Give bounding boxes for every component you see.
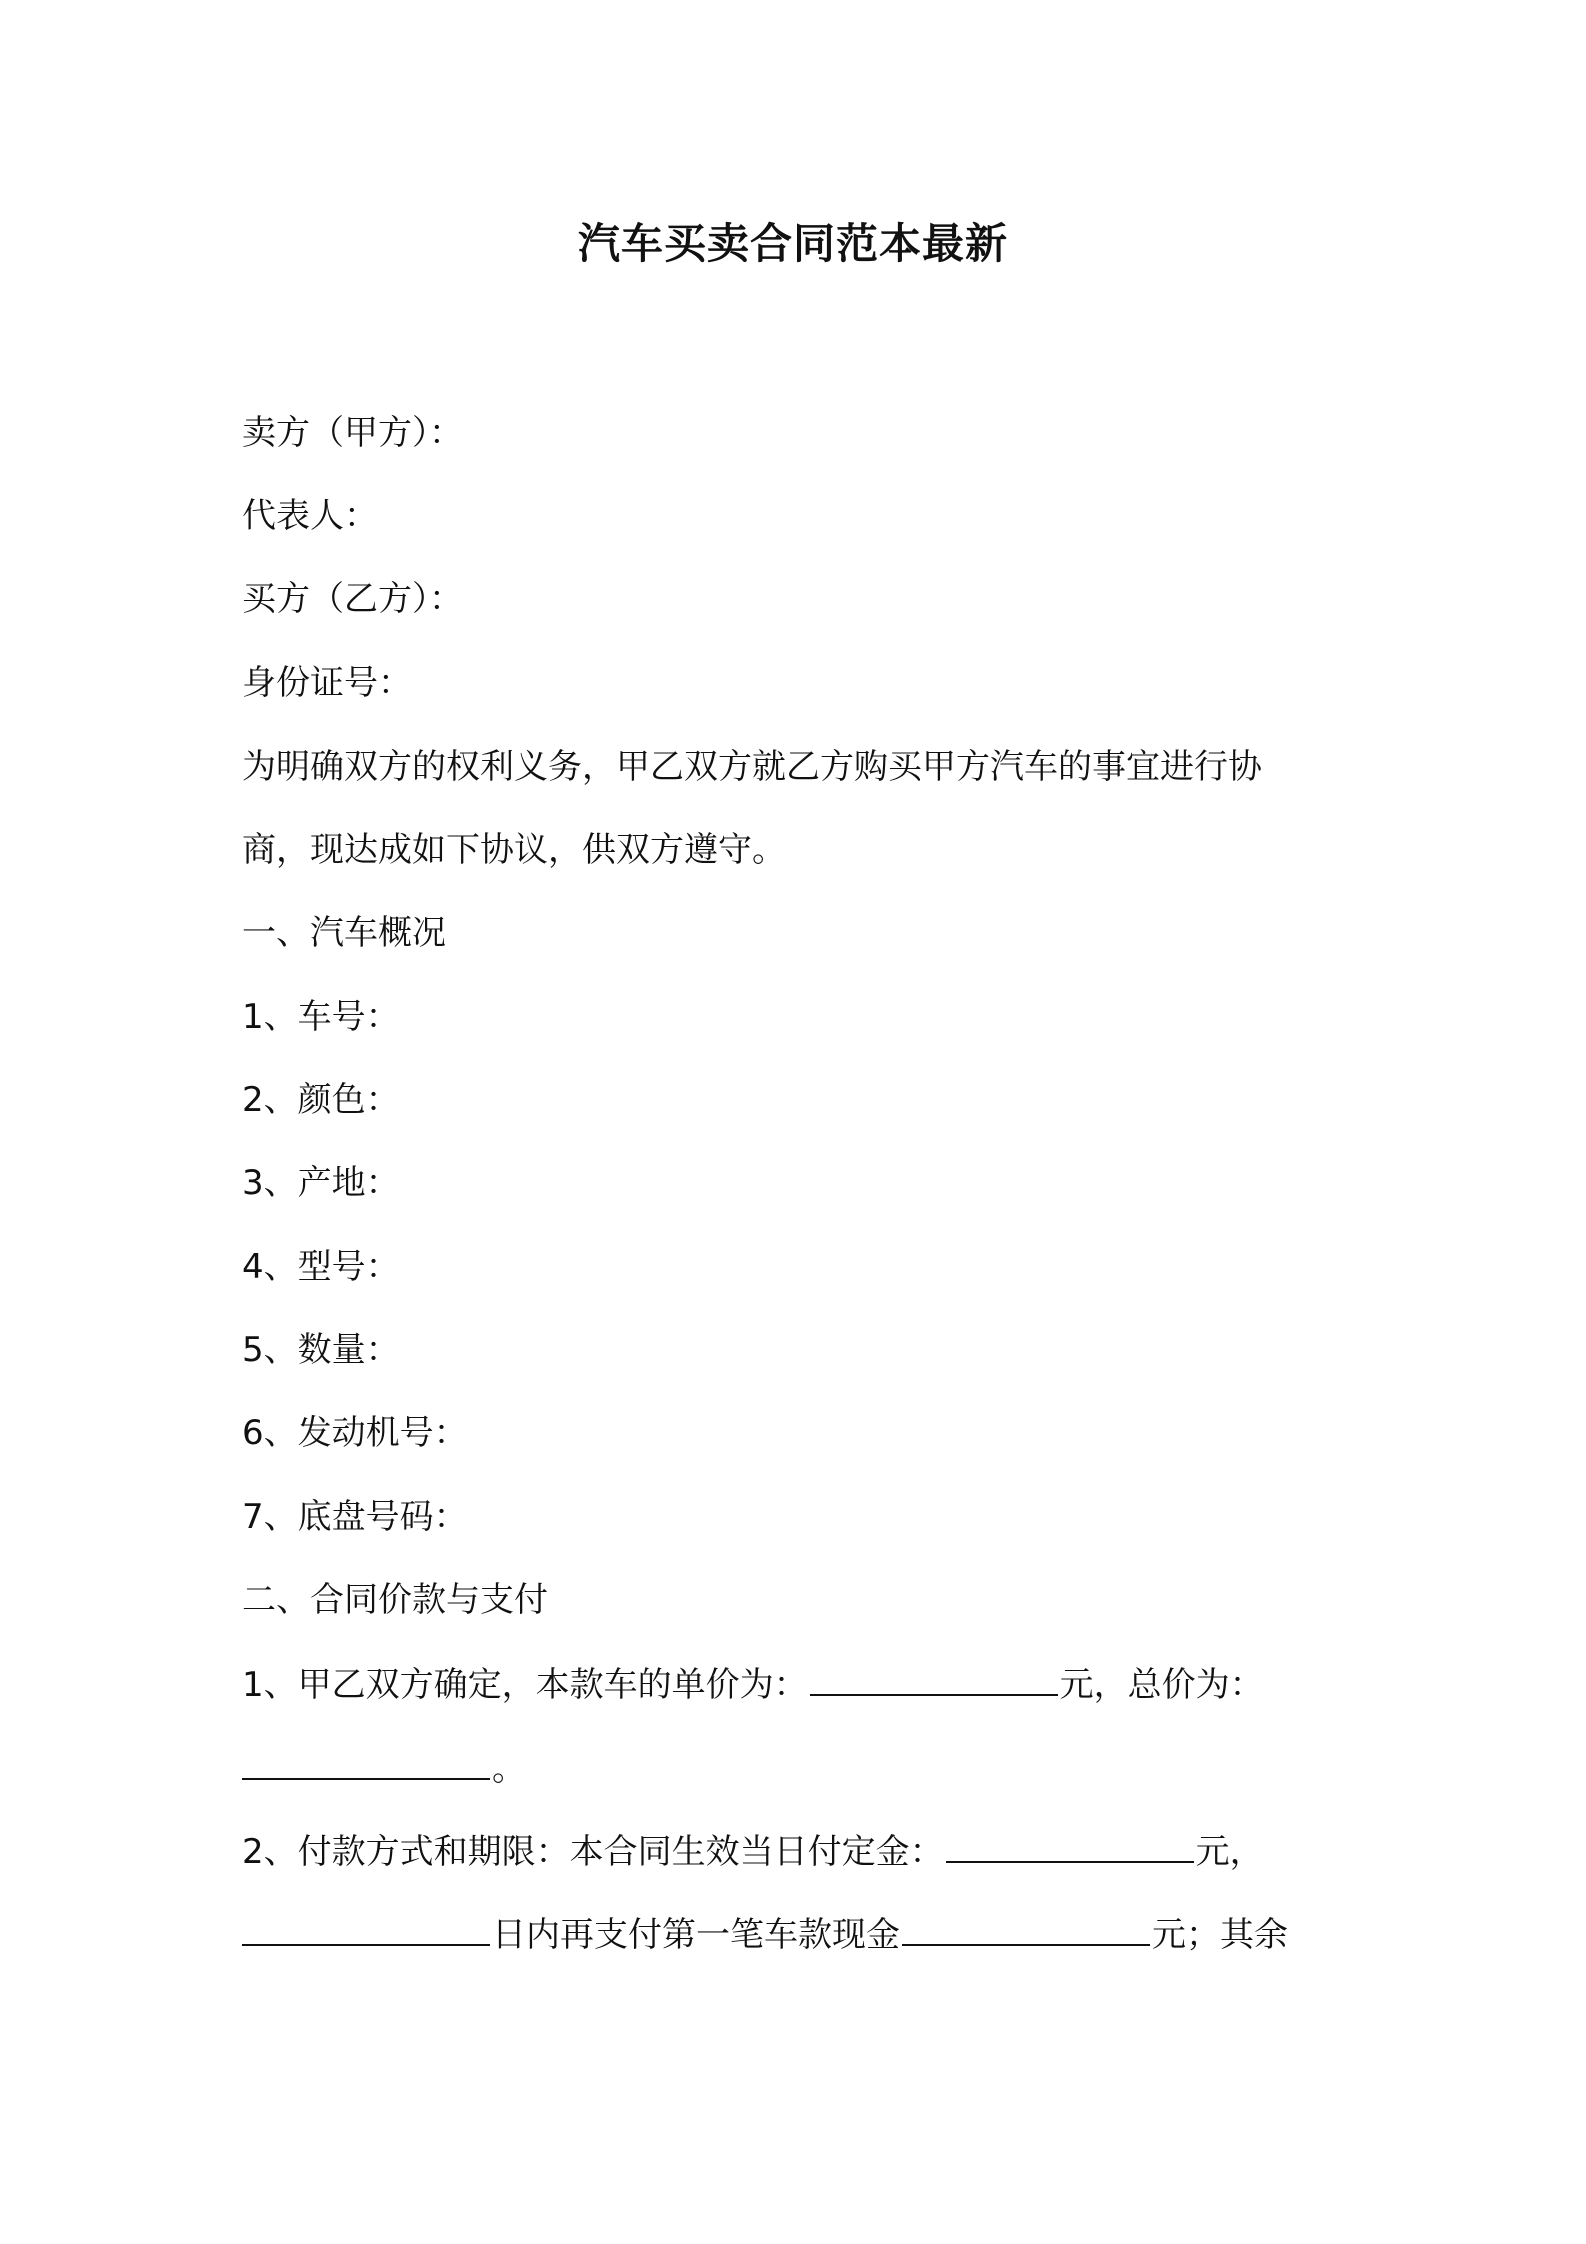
buyer-line: 买方（乙方）： — [242, 579, 463, 619]
payment-clause-text-a: 2、付款方式和期限：本合同生效当日付定金： — [242, 1832, 944, 1872]
payment-clause-text-b: 元， — [1195, 1832, 1264, 1872]
payment-clause-line-2 — [242, 1910, 1288, 1956]
vehicle-item-engine-number: 6、发动机号： — [242, 1413, 468, 1453]
preamble-line-1: 为明确双方的权利义务，甲乙双方就乙方购买甲方汽车的事宜进行协 — [242, 747, 1262, 787]
first-payment-blank[interactable] — [902, 1910, 1150, 1946]
payment-clause-text-d: 元；其余 — [1152, 1915, 1288, 1955]
price-clause-text-a: 1、甲乙双方确定，本款车的单价为： — [242, 1665, 808, 1705]
price-clause-text-b: 元，总价为： — [1059, 1665, 1264, 1705]
document-title: 汽车买卖合同范本最新 — [577, 219, 1008, 268]
seller-line: 卖方（甲方）： — [242, 413, 463, 453]
price-clause-line-1 — [242, 1660, 1264, 1706]
section-1-heading: 一、汽车概况 — [242, 913, 446, 953]
unit-price-blank[interactable] — [810, 1660, 1058, 1696]
payment-clause-line-1 — [242, 1827, 1264, 1873]
price-clause-text-c: 。 — [492, 1749, 526, 1789]
vehicle-item-model: 4、型号： — [242, 1247, 400, 1287]
vehicle-item-quantity: 5、数量： — [242, 1330, 400, 1370]
price-clause-line-2 — [242, 1744, 526, 1790]
total-price-blank[interactable] — [242, 1744, 490, 1780]
vehicle-item-origin: 3、产地： — [242, 1163, 400, 1203]
payment-days-blank[interactable] — [242, 1910, 490, 1946]
representative-line: 代表人： — [242, 496, 378, 536]
preamble-line-2: 商，现达成如下协议，供双方遵守。 — [242, 830, 786, 870]
payment-clause-text-c: 日内再支付第一笔车款现金 — [492, 1915, 900, 1955]
vehicle-item-plate: 1、车号： — [242, 997, 400, 1037]
deposit-blank[interactable] — [946, 1827, 1194, 1863]
vehicle-item-chassis-number: 7、底盘号码： — [242, 1497, 468, 1537]
section-2-heading: 二、合同价款与支付 — [242, 1580, 548, 1620]
vehicle-item-color: 2、颜色： — [242, 1080, 400, 1120]
id-number-line: 身份证号： — [242, 663, 412, 703]
